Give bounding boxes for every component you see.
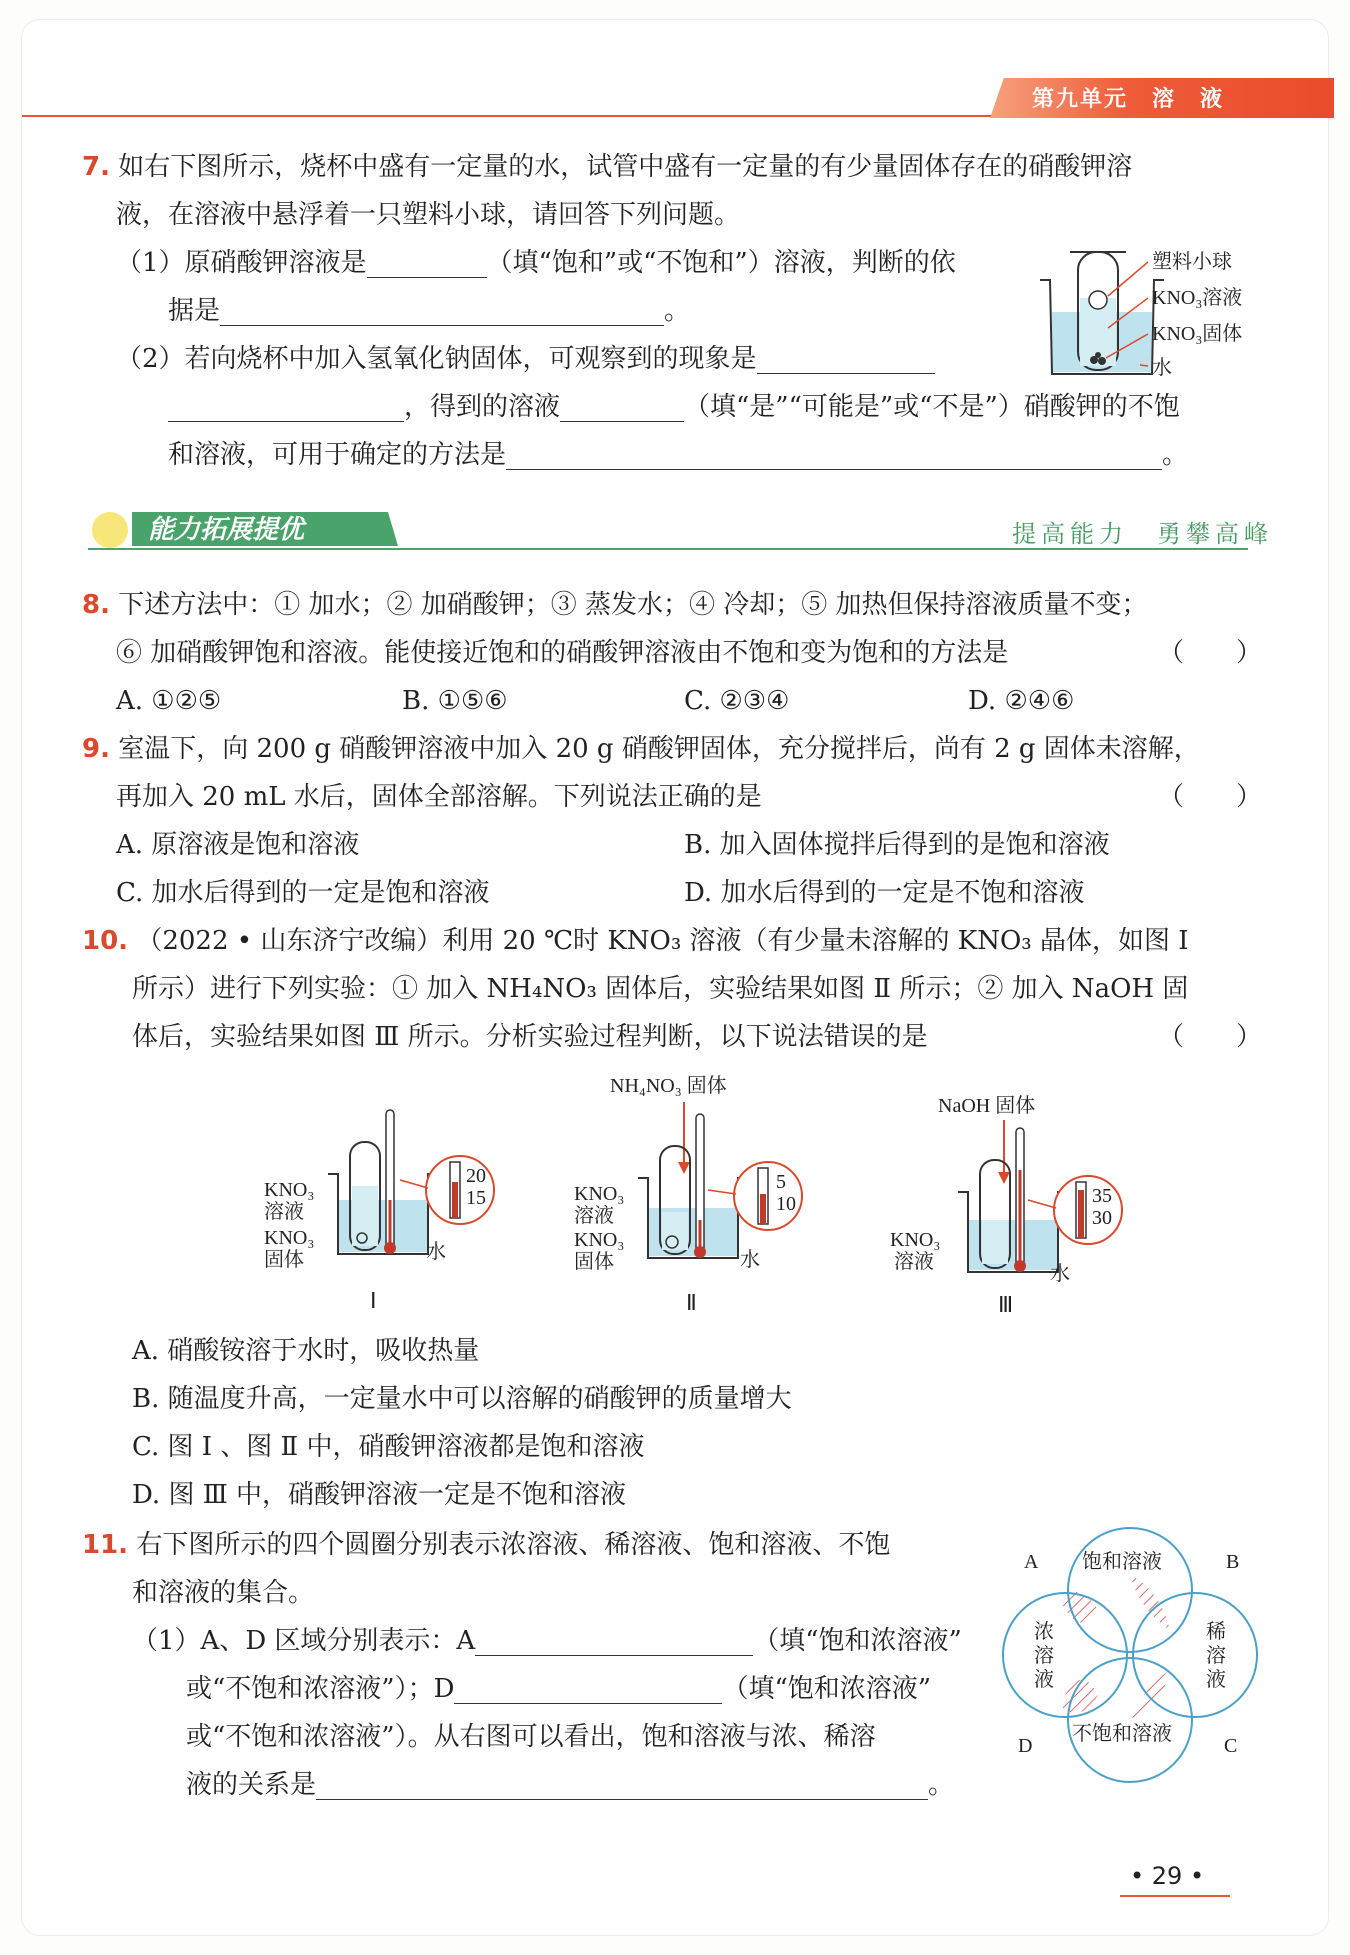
q10-option-d[interactable]: D. 图 Ⅲ 中，硝酸钾溶液一定是不饱和溶液 (132, 1480, 627, 1510)
label-nh4no3: NH₄NO₃ 固体 (610, 1075, 727, 1097)
arrow-head (998, 1172, 1010, 1184)
answer-blank[interactable] (367, 251, 487, 278)
zoom-line (1028, 1200, 1056, 1208)
q7-part2-b: ，得到的溶液 （填“是”“可能是”或“不是”）硝酸钾的不饱 (168, 392, 1180, 422)
q8-answer-paren[interactable]: （ ） (1158, 638, 1263, 668)
label-water: 水 (740, 1249, 760, 1271)
q10-line1: 10. （2022 • 山东济宁改编）利用 20 ℃时 KNO₃ 溶液（有少量未溶解的 KNO₃ 晶体，如图 Ⅰ (82, 926, 1189, 956)
label-b: B (1226, 1551, 1240, 1573)
beaker-water (968, 1220, 1058, 1270)
unit-title: 第九单元 溶 液 (1032, 87, 1225, 112)
q7-figure (1030, 240, 1300, 390)
q7-part2: （2）若向烧杯中加入氢氧化钠固体，可观察到的现象是 (116, 344, 935, 374)
figure-1 (264, 1110, 494, 1313)
label-solution: 溶液 (574, 1205, 614, 1227)
label-solution: 溶液 (264, 1201, 304, 1223)
q11-line1: 11. 右下图所示的四个圆圈分别表示浓溶液、稀溶液、饱和溶液、不饱 (82, 1530, 891, 1560)
region-a (1060, 1592, 1098, 1623)
q11-number: 11. (82, 1530, 129, 1560)
label-concentrated-2: 溶 (1034, 1645, 1054, 1667)
q11-part1: （1）A、D 区域分别表示：A （填“饱和浓溶液” (132, 1626, 962, 1656)
q9-line1: 9. 室温下，向 200 g 硝酸钾溶液中加入 20 g 硝酸钾固体，充分搅拌后，尚有 2 g 固体未溶解， (82, 734, 1200, 764)
figure-2-caption: Ⅱ (686, 1290, 697, 1315)
label-water: 水 (426, 1241, 446, 1263)
q9-option-b[interactable]: B. 加入固体搅拌后得到的是饱和溶液 (684, 830, 1110, 860)
label-saturated: 饱和溶液 (1082, 1551, 1162, 1573)
solid-crystal (1098, 357, 1106, 365)
tick-10: 10 (776, 1193, 796, 1215)
arrow-head (678, 1162, 690, 1174)
label-solid: KNO₃固体 (1152, 323, 1243, 345)
beaker-water (648, 1208, 738, 1256)
answer-blank[interactable] (757, 347, 935, 374)
q7-line2: 液，在溶液中悬浮着一只塑料小球，请回答下列问题。 (116, 200, 741, 230)
q9-number: 9. (82, 734, 110, 764)
q9-line2: 再加入 20 mL 水后，固体全部溶解。下列说法正确的是 (116, 782, 762, 812)
page-number-rule (1120, 1895, 1230, 1897)
q10-answer-paren[interactable]: （ ） (1158, 1022, 1263, 1052)
q9-option-d[interactable]: D. 加水后得到的一定是不饱和溶液 (684, 878, 1085, 908)
tube-solution (982, 1220, 1008, 1264)
label-kno3: KNO₃ (574, 1183, 625, 1205)
q10-option-c[interactable]: C. 图 Ⅰ 、图 Ⅱ 中，硝酸钾溶液都是饱和溶液 (132, 1432, 645, 1462)
zoom-line (400, 1180, 428, 1188)
zoom-mercury (452, 1182, 458, 1218)
tick-20: 20 (466, 1165, 486, 1187)
q10-figures (250, 1070, 1260, 1330)
label-concentrated-1: 浓 (1034, 1621, 1054, 1643)
q8-number: 8. (82, 590, 110, 620)
tube-solution (352, 1186, 378, 1246)
section-banner (88, 508, 398, 550)
q8-line1: 8. 下述方法中：① 加水；② 加硝酸钾；③ 蒸发水；④ 冷却；⑤ 加热但保持溶液质量不变； (82, 590, 1148, 620)
q10-line2: 所示）进行下列实验：① 加入 NH₄NO₃ 固体后，实验结果如图 Ⅱ 所示；② 加入 NaOH 固 (132, 974, 1189, 1004)
q7-part1: （1）原硝酸钾溶液是 （填“饱和”或“不饱和”）溶液，判断的依 (116, 248, 956, 278)
pointer-line (1108, 262, 1148, 296)
label-kno3: KNO₃ (264, 1179, 315, 1201)
circle-saturated (1068, 1528, 1192, 1652)
q8-option-b[interactable]: B. ①⑤⑥ (402, 686, 508, 716)
solid-crystal (1095, 352, 1101, 358)
label-solid: 固体 (264, 1249, 304, 1271)
answer-blank[interactable] (506, 443, 1162, 470)
label-solution: KNO₃溶液 (1152, 287, 1243, 309)
label-dilute-3: 液 (1206, 1669, 1226, 1691)
answer-blank[interactable] (475, 1629, 753, 1656)
zoom-mercury (760, 1194, 766, 1224)
q10-option-b[interactable]: B. 随温度升高，一定量水中可以溶解的硝酸钾的质量增大 (132, 1384, 792, 1414)
venn-diagram (990, 1520, 1270, 1790)
label-naoh: NaOH 固体 (938, 1095, 1036, 1117)
answer-blank[interactable] (220, 299, 664, 326)
q10-number: 10. (82, 926, 129, 956)
tick-5: 5 (776, 1171, 786, 1193)
q11-part1-b: 或“不饱和浓溶液”）；D （填“饱和浓溶液” (186, 1674, 932, 1704)
label-water: 水 (1152, 357, 1172, 379)
label-water: 水 (1050, 1263, 1070, 1285)
q8-option-d[interactable]: D. ②④⑥ (968, 686, 1075, 716)
q8-option-a[interactable]: A. ①②⑤ (116, 686, 222, 716)
pointer-line (1140, 365, 1148, 366)
zoom-mercury (1078, 1190, 1084, 1238)
answer-blank[interactable] (168, 395, 404, 422)
circle-unsaturated (1068, 1658, 1192, 1782)
region-b (1130, 1575, 1170, 1630)
answer-blank[interactable] (454, 1677, 722, 1704)
q11-line2: 和溶液的集合。 (132, 1578, 315, 1608)
q7-part2-c: 和溶液，可用于确定的方法是 。 (168, 440, 1189, 470)
figure-3 (890, 1094, 1122, 1317)
figure-3-caption: Ⅲ (998, 1292, 1014, 1317)
q7-number: 7. (82, 152, 110, 182)
figure-2 (574, 1074, 802, 1315)
label-c: C (1224, 1735, 1238, 1757)
q10-option-a[interactable]: A. 硝酸铵溶于水时，吸收热量 (132, 1336, 480, 1366)
label-dilute-2: 溶 (1206, 1645, 1226, 1667)
zoom-line (708, 1190, 736, 1194)
section-title: 能力拓展提优 (148, 515, 305, 545)
answer-blank[interactable] (316, 1773, 928, 1800)
tick-30: 30 (1092, 1207, 1112, 1229)
label-concentrated-3: 液 (1034, 1669, 1054, 1691)
label-d: D (1018, 1735, 1033, 1757)
q11-part1-c: 或“不饱和浓溶液”）。从右图可以看出，饱和溶液与浓、稀溶 (186, 1722, 876, 1752)
label-ball: 塑料小球 (1152, 251, 1232, 273)
circle-dilute (1133, 1593, 1257, 1717)
tick-15: 15 (466, 1187, 486, 1209)
figure-1-caption: Ⅰ (370, 1288, 377, 1313)
q7-part1-cont: 据是 。 (168, 296, 691, 326)
q9-option-c[interactable]: C. 加水后得到的一定是饱和溶液 (116, 878, 490, 908)
label-solid: 固体 (574, 1251, 614, 1273)
q10-line3: 体后，实验结果如图 Ⅲ 所示。分析实验过程判断，以下说法错误的是 (132, 1022, 928, 1052)
q9-option-a[interactable]: A. 原溶液是饱和溶液 (116, 830, 360, 860)
q8-option-c[interactable]: C. ②③④ (684, 686, 790, 716)
q7-line1: 7. 如右下图所示，烧杯中盛有一定量的水，试管中盛有一定量的有少量固体存在的硝酸钾溶 (82, 152, 1133, 182)
plastic-ball (1089, 291, 1107, 309)
label-kno3: KNO₃ (574, 1229, 625, 1251)
section-motto: 提高能力 勇攀高峰 (1012, 520, 1273, 548)
tick-35: 35 (1092, 1185, 1112, 1207)
label-kno3: KNO₃ (890, 1229, 941, 1251)
label-a: A (1024, 1551, 1039, 1573)
page-number: • 29 • (1130, 1862, 1205, 1890)
label-dilute-1: 稀 (1206, 1621, 1226, 1643)
q11-part1-d: 液的关系是 。 (186, 1770, 955, 1800)
label-solution: 溶液 (894, 1251, 934, 1273)
q8-line2: ⑥ 加硝酸钾饱和溶液。能使接近饱和的硝酸钾溶液由不饱和变为饱和的方法是 (116, 638, 1009, 668)
label-unsaturated: 不饱和溶液 (1072, 1723, 1172, 1745)
q9-answer-paren[interactable]: （ ） (1158, 782, 1263, 812)
label-kno3: KNO₃ (264, 1227, 315, 1249)
answer-blank[interactable] (560, 395, 684, 422)
lightbulb-icon (92, 512, 128, 548)
